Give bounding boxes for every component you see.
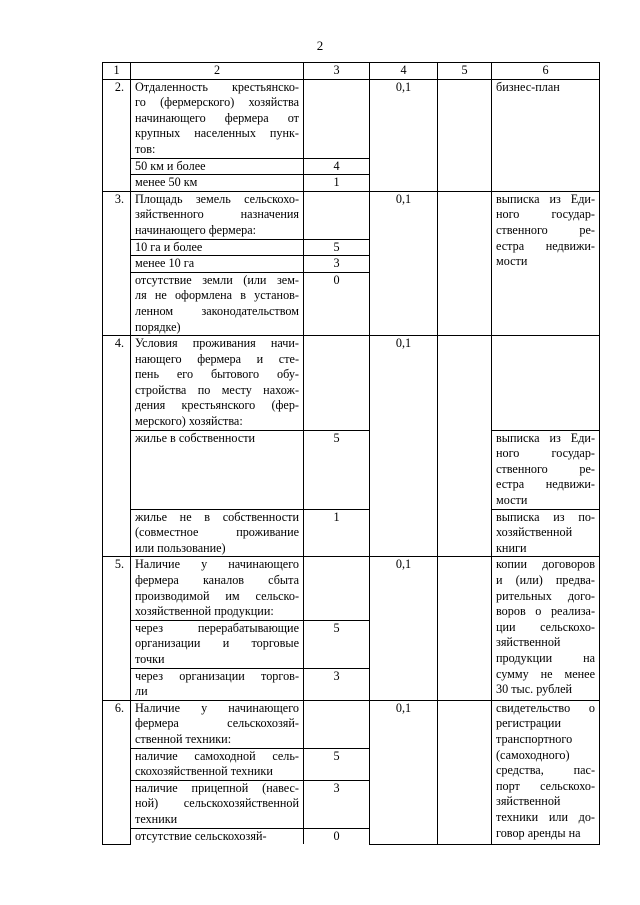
criterion-row bbox=[103, 557, 600, 620]
option-score: 5 bbox=[304, 620, 370, 668]
option-label-line: ной) сельскохозяйственной bbox=[135, 796, 299, 811]
document-line: продукции на bbox=[496, 650, 595, 665]
criterion-title-line: хозяйственной продукции: bbox=[135, 604, 274, 619]
option-score: 0 bbox=[304, 272, 370, 335]
option-row bbox=[103, 509, 600, 557]
option-score: 3 bbox=[304, 668, 370, 700]
option-label-line: порядке) bbox=[135, 319, 181, 334]
criterion-title bbox=[131, 557, 304, 620]
document-line: свидетельство о bbox=[496, 700, 595, 715]
option-score: 3 bbox=[304, 256, 370, 273]
criterion-row bbox=[103, 191, 600, 239]
document-line: зяйственной bbox=[496, 794, 561, 809]
option-score: 4 bbox=[304, 158, 370, 175]
option-label bbox=[131, 780, 304, 828]
option-label bbox=[131, 256, 304, 273]
header-cell: 2 bbox=[131, 63, 304, 80]
criterion-title-line: начинающего фермера: bbox=[135, 222, 256, 237]
document-line: ного государ- bbox=[496, 207, 595, 222]
criterion-row bbox=[103, 700, 600, 748]
criterion-title-line: фермера каналов сбыта bbox=[135, 573, 299, 587]
option-label-line: отсутствие земли (или зем- bbox=[135, 272, 299, 287]
option-label bbox=[131, 239, 304, 256]
criterion-row bbox=[103, 336, 600, 431]
document-cell bbox=[492, 557, 600, 700]
document-line: выписка из по- bbox=[496, 509, 595, 524]
criterion-title-line: Площадь земель сельскохо- bbox=[135, 191, 299, 206]
option-label-line: через перерабатывающие bbox=[135, 620, 299, 635]
document-line: мости bbox=[496, 254, 528, 269]
header-row bbox=[103, 63, 600, 80]
option-label bbox=[131, 175, 304, 192]
empty-cell bbox=[438, 79, 492, 191]
option-label-line: жилье не в собственности bbox=[135, 509, 299, 524]
criterion-title-line: го (фермерского) хозяйства bbox=[135, 95, 299, 110]
document-cell bbox=[492, 336, 600, 431]
empty-cell bbox=[438, 557, 492, 700]
criterion-title-line: дения крестьянского (фер- bbox=[135, 398, 299, 413]
score-cell bbox=[304, 700, 370, 748]
option-score: 1 bbox=[304, 175, 370, 192]
option-score: 5 bbox=[304, 748, 370, 780]
document-line: говор аренды на bbox=[496, 825, 581, 840]
empty-cell bbox=[438, 191, 492, 335]
document-line: техники или до- bbox=[496, 809, 595, 824]
score-cell bbox=[304, 79, 370, 158]
weight-cell: 0,1 bbox=[370, 79, 438, 191]
option-label bbox=[131, 748, 304, 780]
weight-cell: 0,1 bbox=[370, 700, 438, 844]
document-cell bbox=[492, 430, 600, 509]
option-label-line: точки bbox=[135, 651, 165, 666]
criterion-title-line: зяйственного назначения bbox=[135, 207, 299, 222]
document-line: транспортного bbox=[496, 731, 573, 746]
header-cell: 6 bbox=[492, 63, 600, 80]
option-label-line: техники bbox=[135, 811, 178, 826]
document-line: 30 тыс. рублей bbox=[496, 682, 573, 697]
option-label bbox=[131, 430, 304, 509]
option-score: 1 bbox=[304, 509, 370, 557]
criterion-title-line: стройства по месту нахож- bbox=[135, 382, 299, 397]
document-line: копии договоров bbox=[496, 557, 595, 572]
criterion-number: 5. bbox=[103, 557, 131, 700]
document-cell bbox=[492, 79, 600, 191]
header-cell: 4 bbox=[370, 63, 438, 80]
criterion-title-line: крупных населенных пунк- bbox=[135, 126, 299, 141]
criterion-number: 2. bbox=[103, 79, 131, 191]
option-label-line: (совместное проживание bbox=[135, 525, 299, 540]
option-label-line: через организации торгов- bbox=[135, 668, 299, 683]
option-label-line: отсутствие сельскохозяй- bbox=[135, 828, 267, 843]
option-label bbox=[131, 158, 304, 175]
score-cell bbox=[304, 191, 370, 239]
option-label-line: наличие самоходной сель- bbox=[135, 748, 299, 763]
document-line: ции сельскохо- bbox=[496, 619, 595, 634]
option-label-line: 50 км и более bbox=[135, 158, 206, 173]
criteria-table bbox=[102, 62, 600, 845]
score-cell bbox=[304, 557, 370, 620]
document-cell bbox=[492, 191, 600, 335]
criterion-title-line: фермера сельскохозяй- bbox=[135, 716, 299, 731]
criterion-title bbox=[131, 191, 304, 239]
document-line: ственного ре- bbox=[496, 461, 595, 476]
criterion-number: 3. bbox=[103, 191, 131, 335]
document-line: ственного ре- bbox=[496, 222, 595, 237]
weight-cell: 0,1 bbox=[370, 191, 438, 335]
criterion-title-line: тов: bbox=[135, 141, 156, 156]
empty-cell bbox=[438, 700, 492, 844]
header-cell: 3 bbox=[304, 63, 370, 80]
option-label bbox=[131, 509, 304, 557]
document-line: книги bbox=[496, 540, 527, 555]
option-score: 5 bbox=[304, 430, 370, 509]
option-label-line: скохозяйственной техники bbox=[135, 764, 273, 779]
document-line: естра недвижи- bbox=[496, 477, 595, 492]
option-label bbox=[131, 620, 304, 668]
document-line: естра недвижи- bbox=[496, 238, 595, 253]
document-line: рительных дого- bbox=[496, 588, 595, 603]
option-score: 5 bbox=[304, 239, 370, 256]
option-label bbox=[131, 828, 304, 844]
criterion-title bbox=[131, 336, 304, 431]
criterion-title-line: пень его бытового обу- bbox=[135, 367, 299, 382]
option-label-line: организации и торговые bbox=[135, 636, 299, 651]
document-line: сумму не менее bbox=[496, 666, 595, 681]
document-line: ного государ- bbox=[496, 446, 595, 461]
criterion-row bbox=[103, 79, 600, 158]
header-cell: 5 bbox=[438, 63, 492, 80]
criterion-number: 6. bbox=[103, 700, 131, 844]
weight-cell: 0,1 bbox=[370, 557, 438, 700]
document-line: мости bbox=[496, 493, 528, 508]
option-score: 3 bbox=[304, 780, 370, 828]
criterion-title-line: Наличие у начинающего bbox=[135, 700, 299, 715]
criterion-number: 4. bbox=[103, 336, 131, 557]
criterion-title-line: Отдаленность крестьянско- bbox=[135, 79, 299, 94]
document-line: порт сельскохо- bbox=[496, 778, 595, 793]
criterion-title bbox=[131, 700, 304, 748]
criterion-title-line: нающего фермера и сте- bbox=[135, 351, 299, 366]
option-label bbox=[131, 668, 304, 700]
document-line: средства, пас- bbox=[496, 763, 595, 778]
option-label-line: менее 50 км bbox=[135, 175, 198, 190]
empty-cell bbox=[438, 336, 492, 557]
option-label-line: ленном законодательством bbox=[135, 303, 299, 318]
option-label-line: ля не оформлена в установ- bbox=[135, 288, 299, 303]
document-line: (самоходного) bbox=[496, 747, 570, 762]
option-label-line: 10 га и более bbox=[135, 239, 203, 254]
option-label-line: наличие прицепной (навес- bbox=[135, 780, 299, 795]
document-cell bbox=[492, 509, 600, 557]
document-cell bbox=[492, 700, 600, 844]
option-label-line: ли bbox=[135, 684, 148, 699]
option-row bbox=[103, 430, 600, 509]
criterion-title-line: мерского) хозяйства: bbox=[135, 414, 243, 429]
document-line: зяйственной bbox=[496, 635, 561, 650]
criterion-title-line: Наличие у начинающего bbox=[135, 557, 299, 572]
document-line: регистрации bbox=[496, 716, 561, 731]
document-line: хозяйственной bbox=[496, 525, 573, 540]
header-cell: 1 bbox=[103, 63, 131, 80]
criterion-title-line: начинающего фермера от bbox=[135, 110, 299, 125]
option-score: 0 bbox=[304, 828, 370, 844]
option-label bbox=[131, 272, 304, 335]
option-label-line: менее 10 га bbox=[135, 256, 195, 271]
document-line: и (или) предва- bbox=[496, 573, 595, 587]
document-line: воров о реализа- bbox=[496, 604, 595, 619]
criterion-title-line: производимой им сельско- bbox=[135, 588, 299, 603]
score-cell bbox=[304, 336, 370, 431]
document-line: бизнес-план bbox=[496, 79, 560, 94]
criterion-title bbox=[131, 79, 304, 158]
document-line: выписка из Еди- bbox=[496, 430, 595, 445]
weight-cell: 0,1 bbox=[370, 336, 438, 557]
page-number: 2 bbox=[316, 38, 324, 53]
option-label-line: или пользование) bbox=[135, 540, 226, 555]
option-label-line: жилье в собственности bbox=[135, 430, 256, 445]
document-line: выписка из Еди- bbox=[496, 191, 595, 206]
criterion-title-line: Условия проживания начи- bbox=[135, 336, 299, 351]
criterion-title-line: ственной техники: bbox=[135, 731, 232, 746]
